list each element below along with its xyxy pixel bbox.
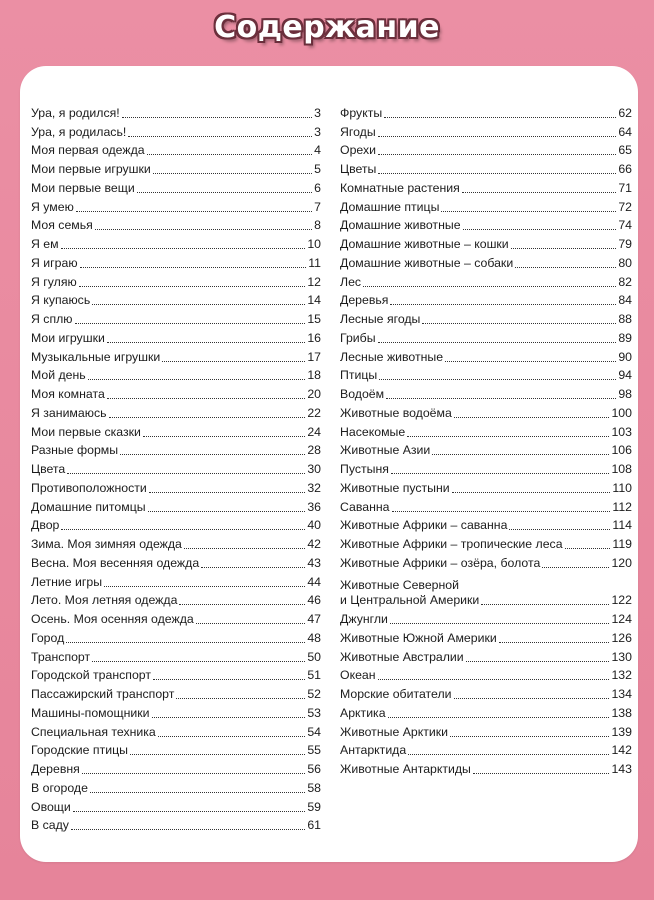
toc-entry[interactable] bbox=[31, 777, 321, 796]
toc-entry-title: Я играю bbox=[31, 255, 78, 270]
toc-entry-title: Транспорт bbox=[31, 649, 91, 664]
dot-leader bbox=[71, 829, 305, 830]
toc-entry[interactable] bbox=[31, 702, 321, 721]
dot-leader bbox=[61, 529, 305, 530]
toc-entry-page-number: 44 bbox=[307, 574, 321, 589]
toc-entry-page-number: 54 bbox=[307, 724, 321, 739]
toc-column-right bbox=[340, 102, 632, 777]
toc-entry-title: Летние игры bbox=[31, 574, 103, 589]
dot-leader bbox=[179, 604, 305, 605]
toc-entry-page-number: 56 bbox=[307, 762, 321, 776]
toc-entry[interactable] bbox=[340, 608, 632, 627]
toc-entry-title: Лето. Моя летняя одежда bbox=[31, 593, 178, 608]
toc-entry-title: Морские обитатели bbox=[340, 687, 452, 701]
toc-entry-title: Деревня bbox=[31, 762, 80, 776]
toc-entry-title: Пустыня bbox=[340, 462, 389, 476]
dot-leader bbox=[184, 548, 305, 549]
toc-entry-page-number: 15 bbox=[307, 312, 321, 326]
dot-leader bbox=[158, 736, 306, 737]
toc-entry-page-number: 142 bbox=[611, 743, 632, 758]
toc-entry-page-number: 65 bbox=[618, 143, 632, 158]
dot-leader bbox=[511, 248, 617, 249]
toc-entry-page-number: 12 bbox=[307, 274, 321, 289]
toc-entry[interactable] bbox=[340, 421, 632, 440]
toc-entry[interactable] bbox=[31, 196, 321, 215]
toc-entry-title: Моя семья bbox=[31, 218, 93, 233]
toc-entry-title: Животные Австралии bbox=[340, 649, 464, 664]
toc-entry-title: Цвета bbox=[31, 462, 66, 476]
toc-entry-page-number: 98 bbox=[618, 387, 632, 401]
toc-entry[interactable] bbox=[31, 346, 321, 365]
toc-entry-title: Домашние животные – кошки bbox=[340, 237, 509, 251]
toc-entry-title: Домашние животные – собаки bbox=[340, 255, 514, 270]
dot-leader bbox=[153, 173, 312, 174]
toc-entry-page-number: 8 bbox=[314, 218, 321, 233]
toc-entry-title: Мой день bbox=[31, 368, 86, 383]
toc-entry-page-number: 130 bbox=[611, 649, 632, 664]
dot-leader bbox=[499, 642, 610, 643]
toc-entry-title: Весна. Моя весенняя одежда bbox=[31, 555, 200, 570]
page-title: Содержание bbox=[214, 10, 440, 45]
toc-entry[interactable] bbox=[340, 571, 632, 609]
dot-leader bbox=[104, 586, 305, 587]
toc-entry-page-number: 17 bbox=[307, 349, 321, 364]
toc-entry[interactable] bbox=[340, 383, 632, 402]
toc-entry-page-number: 46 bbox=[307, 593, 321, 608]
toc-entry-title: Разные формы bbox=[31, 443, 119, 458]
toc-entry[interactable] bbox=[31, 102, 321, 121]
dot-leader bbox=[128, 136, 312, 137]
toc-entry-page-number: 94 bbox=[618, 368, 632, 383]
toc-entry-page-number: 120 bbox=[611, 555, 632, 570]
toc-entry[interactable] bbox=[340, 140, 632, 159]
dot-leader bbox=[565, 548, 611, 549]
toc-entry-page-number: 64 bbox=[618, 124, 632, 139]
toc-entry-page-number: 4 bbox=[314, 143, 321, 158]
toc-entry[interactable] bbox=[31, 571, 321, 590]
toc-entry-page-number: 52 bbox=[307, 687, 321, 701]
toc-entry-page-number: 61 bbox=[307, 818, 321, 833]
toc-entry-page-number: 100 bbox=[611, 405, 632, 420]
dot-leader bbox=[75, 323, 306, 324]
toc-entry[interactable] bbox=[31, 533, 321, 552]
toc-entry-page-number: 20 bbox=[307, 387, 321, 401]
toc-entry-page-number: 138 bbox=[611, 705, 632, 720]
toc-entry-title: Я сплю bbox=[31, 312, 73, 326]
toc-entry-page-number: 80 bbox=[618, 255, 632, 270]
dot-leader bbox=[390, 304, 616, 305]
dot-leader bbox=[450, 736, 609, 737]
toc-entry[interactable] bbox=[31, 252, 321, 271]
dot-leader bbox=[95, 229, 312, 230]
toc-entry[interactable] bbox=[340, 440, 632, 459]
toc-entry[interactable] bbox=[31, 402, 321, 421]
toc-entry[interactable] bbox=[31, 477, 321, 496]
toc-entry-page-number: 22 bbox=[307, 405, 321, 420]
toc-entry-page-number: 106 bbox=[611, 443, 632, 458]
toc-entry[interactable] bbox=[31, 758, 321, 777]
dot-leader bbox=[80, 267, 307, 268]
toc-entry[interactable] bbox=[340, 308, 632, 327]
toc-entry[interactable] bbox=[31, 815, 321, 834]
toc-entry[interactable] bbox=[340, 533, 632, 552]
dot-leader bbox=[454, 417, 610, 418]
toc-entry[interactable] bbox=[31, 440, 321, 459]
toc-entry[interactable] bbox=[340, 346, 632, 365]
toc-entry[interactable] bbox=[340, 627, 632, 646]
toc-entry-page-number: 84 bbox=[618, 293, 632, 308]
toc-entry-title: Я ем bbox=[31, 237, 59, 251]
toc-entry-page-number: 139 bbox=[611, 724, 632, 739]
dot-leader bbox=[441, 211, 616, 212]
toc-entry-title: Противоположности bbox=[31, 480, 147, 495]
toc-entry-page-number: 119 bbox=[612, 537, 632, 551]
toc-entry-page-number: 132 bbox=[611, 668, 632, 683]
toc-entry[interactable] bbox=[31, 121, 321, 140]
dot-leader bbox=[147, 154, 313, 155]
toc-entry[interactable] bbox=[31, 646, 321, 665]
toc-entry[interactable] bbox=[31, 515, 321, 534]
dot-leader bbox=[201, 567, 305, 568]
toc-entry-page-number: 82 bbox=[618, 274, 632, 289]
dot-leader bbox=[452, 492, 611, 493]
toc-entry-page-number: 30 bbox=[307, 462, 321, 476]
dot-leader bbox=[390, 623, 610, 624]
toc-entry[interactable] bbox=[31, 590, 321, 609]
toc-entry-title: Фрукты bbox=[340, 105, 383, 120]
toc-entry-title: Домашние птицы bbox=[340, 199, 440, 214]
toc-entry-page-number: 28 bbox=[307, 443, 321, 458]
toc-entry-page-number: 24 bbox=[307, 424, 321, 439]
toc-entry[interactable] bbox=[340, 158, 632, 177]
toc-entry-page-number: 122 bbox=[611, 593, 632, 608]
dot-leader bbox=[90, 792, 305, 793]
toc-entry-title: Зима. Моя зимняя одежда bbox=[31, 537, 182, 551]
toc-entry[interactable] bbox=[340, 740, 632, 759]
toc-entry-title: Животные Африки – тропические леса bbox=[340, 537, 563, 551]
toc-column-left bbox=[31, 102, 321, 833]
dot-leader bbox=[61, 248, 306, 249]
dot-leader bbox=[152, 717, 306, 718]
toc-entry-page-number: 71 bbox=[618, 180, 632, 195]
dot-leader bbox=[466, 661, 610, 662]
toc-entry-title: Овощи bbox=[31, 799, 71, 814]
dot-leader bbox=[120, 454, 305, 455]
toc-entry-title: Мои первые вещи bbox=[31, 180, 135, 195]
toc-entry-page-number: 124 bbox=[611, 612, 632, 626]
toc-entry-title: Животные Африки – саванна bbox=[340, 518, 508, 533]
toc-entry-title: Моя комната bbox=[31, 387, 105, 401]
dot-leader bbox=[378, 342, 617, 343]
toc-entry-title: В огороде bbox=[31, 780, 88, 795]
toc-entry-title: Птицы bbox=[340, 368, 378, 383]
dot-leader bbox=[391, 473, 610, 474]
toc-entry[interactable] bbox=[340, 290, 632, 309]
dot-leader bbox=[422, 323, 616, 324]
toc-entry-page-number: 110 bbox=[612, 480, 632, 495]
toc-entry-page-number: 74 bbox=[618, 218, 632, 233]
toc-entry-title: Арктика bbox=[340, 705, 386, 720]
dot-leader bbox=[92, 304, 305, 305]
toc-entry-title: Городские птицы bbox=[31, 743, 128, 758]
toc-entry-page-number: 55 bbox=[307, 743, 321, 758]
toc-entry-title: Мои первые игрушки bbox=[31, 162, 151, 176]
toc-entry[interactable] bbox=[31, 383, 321, 402]
toc-entry-page-number: 11 bbox=[308, 255, 321, 270]
toc-entry[interactable] bbox=[31, 327, 321, 346]
toc-entry-title: Ура, я родилась! bbox=[31, 124, 127, 139]
toc-entry[interactable] bbox=[340, 683, 632, 702]
toc-entry-title: Ягоды bbox=[340, 124, 376, 139]
toc-entry-page-number: 5 bbox=[314, 162, 321, 176]
toc-entry-title: Я занимаюсь bbox=[31, 405, 107, 420]
dot-leader bbox=[148, 511, 306, 512]
toc-entry-page-number: 89 bbox=[618, 330, 632, 345]
toc-entry-page-number: 112 bbox=[612, 499, 632, 514]
toc-entry-page-number: 14 bbox=[307, 293, 321, 308]
toc-entry[interactable] bbox=[31, 271, 321, 290]
toc-entry-page-number: 143 bbox=[611, 762, 632, 776]
toc-entry[interactable] bbox=[31, 683, 321, 702]
dot-leader bbox=[363, 286, 616, 287]
dot-leader bbox=[379, 379, 616, 380]
toc-entry-page-number: 66 bbox=[618, 162, 632, 176]
dot-leader bbox=[386, 398, 616, 399]
toc-entry[interactable] bbox=[340, 196, 632, 215]
toc-entry-title: Я купаюсь bbox=[31, 293, 91, 308]
dot-leader bbox=[481, 604, 609, 605]
toc-entry-title: Антарктида bbox=[340, 743, 407, 758]
toc-entry-title: Цветы bbox=[340, 162, 377, 176]
toc-entry[interactable] bbox=[340, 252, 632, 271]
toc-entry-title: Двор bbox=[31, 518, 60, 533]
dot-leader bbox=[463, 229, 617, 230]
dot-leader bbox=[107, 342, 305, 343]
toc-entry[interactable] bbox=[31, 740, 321, 759]
toc-entry[interactable] bbox=[31, 215, 321, 234]
dot-leader bbox=[137, 192, 312, 193]
toc-entry-title: Грибы bbox=[340, 330, 376, 345]
toc-entry[interactable] bbox=[31, 140, 321, 159]
toc-entry-page-number: 32 bbox=[307, 480, 321, 495]
toc-entry[interactable] bbox=[340, 102, 632, 121]
dot-leader bbox=[176, 698, 305, 699]
toc-entry-page-number: 42 bbox=[307, 537, 321, 551]
toc-entry-title: Город bbox=[31, 630, 65, 645]
toc-entry[interactable] bbox=[31, 421, 321, 440]
toc-entry-page-number: 18 bbox=[307, 368, 321, 383]
toc-entry-page-number: 62 bbox=[618, 105, 632, 120]
toc-entry[interactable] bbox=[31, 308, 321, 327]
toc-entry[interactable] bbox=[340, 121, 632, 140]
toc-entry-title: Животные пустыни bbox=[340, 480, 450, 495]
toc-entry-page-number: 79 bbox=[618, 237, 632, 251]
toc-entry[interactable] bbox=[340, 365, 632, 384]
toc-entry-title: Лес bbox=[340, 274, 362, 289]
dot-leader bbox=[143, 436, 305, 437]
toc-entry-page-number: 103 bbox=[611, 424, 632, 439]
toc-entry-page-number: 3 bbox=[314, 105, 321, 120]
toc-entry[interactable] bbox=[31, 627, 321, 646]
toc-entry-title: Осень. Моя осенняя одежда bbox=[31, 612, 194, 626]
toc-entry-title: Комнатные растения bbox=[340, 180, 460, 195]
dot-leader bbox=[378, 173, 616, 174]
dot-leader bbox=[149, 492, 306, 493]
toc-entry[interactable] bbox=[31, 233, 321, 252]
toc-entry-page-number: 134 bbox=[611, 687, 632, 701]
toc-entry-page-number: 51 bbox=[307, 668, 321, 683]
dot-leader bbox=[515, 267, 616, 268]
dot-leader bbox=[79, 286, 306, 287]
toc-entry-title: Джунгли bbox=[340, 612, 388, 626]
dot-leader bbox=[73, 811, 306, 812]
toc-entry-page-number: 72 bbox=[618, 199, 632, 214]
dot-leader bbox=[162, 361, 305, 362]
dot-leader bbox=[378, 679, 610, 680]
dot-leader bbox=[509, 529, 610, 530]
toc-entry[interactable] bbox=[340, 402, 632, 421]
toc-entry-page-number: 53 bbox=[307, 705, 321, 720]
toc-entry[interactable] bbox=[31, 365, 321, 384]
toc-entry[interactable] bbox=[340, 477, 632, 496]
dot-leader bbox=[76, 211, 312, 212]
toc-entry-page-number: 48 bbox=[307, 630, 321, 645]
toc-entry[interactable] bbox=[340, 177, 632, 196]
toc-entry-title: Мои первые сказки bbox=[31, 424, 141, 439]
toc-entry-title: Орехи bbox=[340, 143, 376, 158]
dot-leader bbox=[130, 754, 305, 755]
toc-entry-title: Я гуляю bbox=[31, 274, 77, 289]
toc-entry-page-number: 40 bbox=[307, 518, 321, 533]
toc-entry[interactable] bbox=[31, 496, 321, 515]
dot-leader bbox=[122, 117, 312, 118]
toc-entry-title: Животные Африки – озёра, болота bbox=[340, 555, 541, 570]
toc-entry[interactable] bbox=[31, 458, 321, 477]
toc-entry-page-number: 10 bbox=[307, 237, 321, 251]
dot-leader bbox=[378, 136, 617, 137]
toc-entry[interactable] bbox=[31, 665, 321, 684]
toc-entry-title: Пассажирский транспорт bbox=[31, 687, 175, 701]
toc-entry[interactable] bbox=[340, 702, 632, 721]
dot-leader bbox=[196, 623, 306, 624]
toc-entry[interactable] bbox=[340, 758, 632, 777]
toc-entry-page-number: 90 bbox=[618, 349, 632, 364]
toc-entry-page-number: 50 bbox=[307, 649, 321, 664]
toc-entry-page-number: 6 bbox=[314, 180, 321, 195]
dot-leader bbox=[153, 679, 305, 680]
toc-entry[interactable] bbox=[31, 721, 321, 740]
toc-entry-page-number: 16 bbox=[307, 330, 321, 345]
toc-entry-title: Животные Южной Америки bbox=[340, 630, 497, 645]
toc-entry[interactable] bbox=[340, 271, 632, 290]
dot-leader bbox=[392, 511, 611, 512]
dot-leader bbox=[454, 698, 610, 699]
toc-entry[interactable] bbox=[340, 233, 632, 252]
dot-leader bbox=[462, 192, 617, 193]
dot-leader bbox=[107, 398, 306, 399]
toc-entry-title: Я умею bbox=[31, 199, 74, 214]
toc-entry-title: Деревья bbox=[340, 293, 389, 308]
dot-leader bbox=[445, 361, 616, 362]
toc-entry[interactable] bbox=[340, 721, 632, 740]
toc-entry-page-number: 59 bbox=[307, 799, 321, 814]
toc-entry-title: Животные Азии bbox=[340, 443, 431, 458]
toc-entry-title: Музыкальные игрушки bbox=[31, 349, 161, 364]
toc-entry-title: Животные Северной и Центральной Америки bbox=[340, 578, 480, 608]
toc-entry[interactable] bbox=[340, 215, 632, 234]
toc-entry-page-number: 43 bbox=[307, 555, 321, 570]
toc-entry-title: Саванна bbox=[340, 499, 390, 514]
dot-leader bbox=[542, 567, 609, 568]
toc-entry-page-number: 36 bbox=[307, 499, 321, 514]
toc-entry-title: Городской транспорт bbox=[31, 668, 151, 683]
toc-entry-title: Животные Арктики bbox=[340, 724, 449, 739]
toc-entry[interactable] bbox=[340, 458, 632, 477]
toc-entry-title: В саду bbox=[31, 818, 69, 833]
toc-entry-title: Животные водоёма bbox=[340, 405, 452, 420]
toc-entry[interactable] bbox=[31, 158, 321, 177]
dot-leader bbox=[109, 417, 306, 418]
dot-leader bbox=[407, 436, 609, 437]
toc-entry-page-number: 114 bbox=[612, 518, 632, 533]
toc-entry-title: Насекомые bbox=[340, 424, 406, 439]
dot-leader bbox=[408, 754, 609, 755]
dot-leader bbox=[473, 773, 610, 774]
toc-entry-title: Машины-помощники bbox=[31, 705, 150, 720]
toc-entry-title: Океан bbox=[340, 668, 376, 683]
toc-entry[interactable] bbox=[340, 646, 632, 665]
toc-entry-title: Специальная техника bbox=[31, 724, 156, 739]
toc-entry-title: Животные Антарктиды bbox=[340, 762, 471, 776]
toc-entry[interactable] bbox=[340, 552, 632, 571]
toc-entry[interactable] bbox=[31, 796, 321, 815]
toc-entry[interactable] bbox=[31, 290, 321, 309]
dot-leader bbox=[66, 642, 305, 643]
toc-entry-title: Ура, я родился! bbox=[31, 105, 120, 120]
toc-entry[interactable] bbox=[340, 496, 632, 515]
dot-leader bbox=[384, 117, 616, 118]
toc-entry-title: Водоём bbox=[340, 387, 385, 401]
dot-leader bbox=[388, 717, 610, 718]
dot-leader bbox=[432, 454, 609, 455]
toc-entry-page-number: 3 bbox=[314, 124, 321, 139]
toc-entry-page-number: 88 bbox=[618, 312, 632, 326]
toc-entry[interactable] bbox=[340, 665, 632, 684]
toc-entry-page-number: 58 bbox=[307, 780, 321, 795]
toc-entry-page-number: 7 bbox=[314, 199, 321, 214]
toc-entry-title: Домашние питомцы bbox=[31, 499, 146, 514]
dot-leader bbox=[82, 773, 305, 774]
toc-entry-title: Моя первая одежда bbox=[31, 143, 145, 158]
toc-entry[interactable] bbox=[340, 327, 632, 346]
toc-entry-title: Домашние животные bbox=[340, 218, 461, 233]
dot-leader bbox=[88, 379, 306, 380]
toc-entry[interactable] bbox=[31, 608, 321, 627]
dot-leader bbox=[92, 661, 305, 662]
toc-entry-page-number: 47 bbox=[307, 612, 321, 626]
dot-leader bbox=[67, 473, 305, 474]
toc-entry-title: Лесные ягоды bbox=[340, 312, 421, 326]
toc-entry-title: Лесные животные bbox=[340, 349, 444, 364]
toc-entry[interactable] bbox=[340, 515, 632, 534]
toc-entry-page-number: 108 bbox=[611, 462, 632, 476]
toc-entry[interactable] bbox=[31, 177, 321, 196]
toc-entry-title: Мои игрушки bbox=[31, 330, 105, 345]
dot-leader bbox=[378, 154, 616, 155]
toc-entry[interactable] bbox=[31, 552, 321, 571]
toc-entry-page-number: 126 bbox=[611, 630, 632, 645]
